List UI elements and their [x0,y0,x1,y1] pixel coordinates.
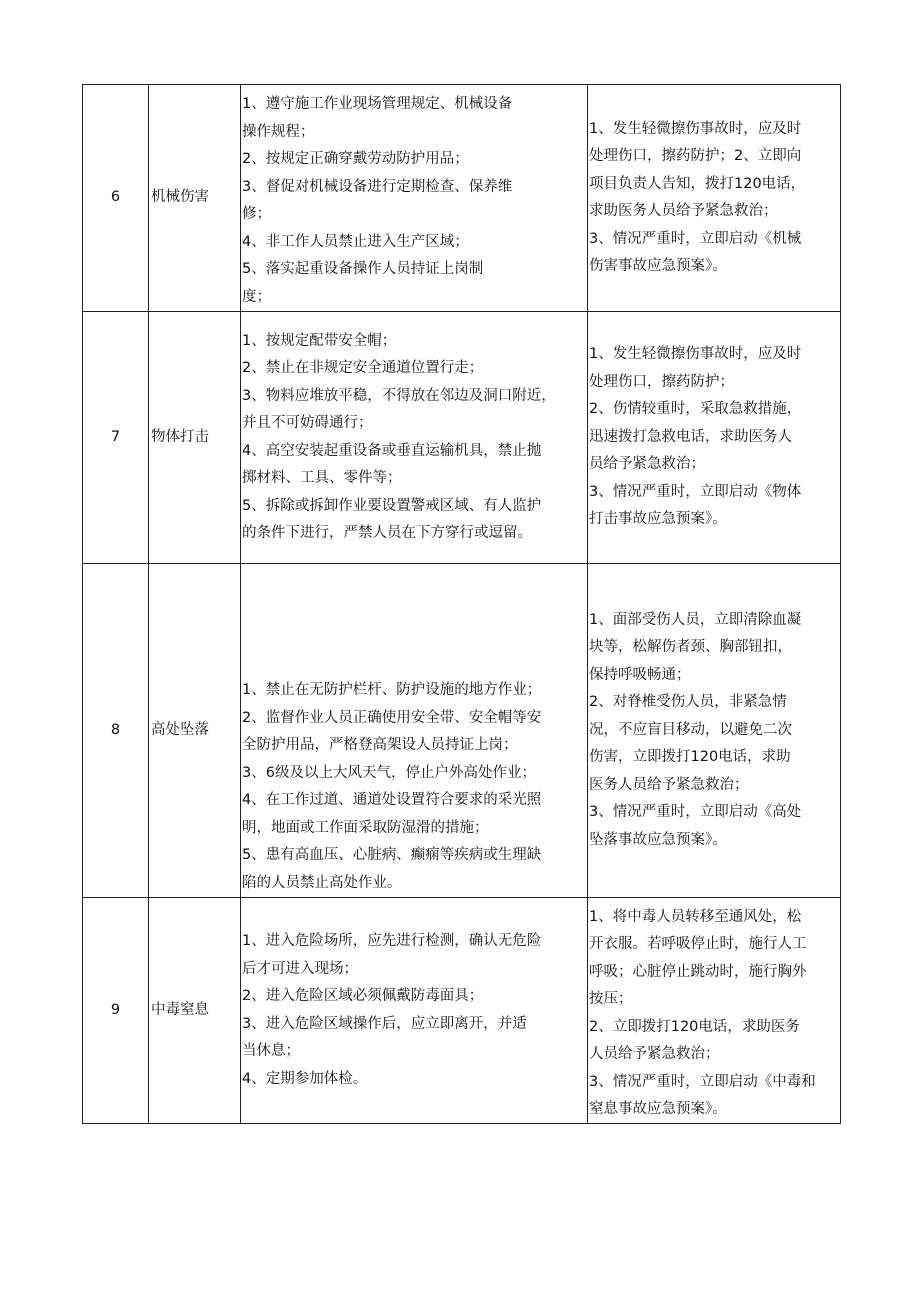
response-line: 1、发生轻微擦伤事故时，应及时 [589,346,802,363]
response-line: 保持呼吸畅通； [589,666,691,683]
table-row [83,85,841,312]
response-line: 况，不应盲目移动，以避免二次 [589,721,792,738]
response-line: 1、面部受伤人员，立即清除血凝 [589,611,802,628]
prevention-measures [241,85,588,312]
emergency-response [588,564,841,898]
response-line: 员给予紧急救治； [589,456,705,473]
row-number: 6 [83,85,149,312]
hazard-table [82,84,841,1124]
response-line: 3、情况严重时，立即启动《物体 [589,483,802,500]
row-number: 9 [83,898,149,1124]
emergency-response [588,85,841,312]
measure-line: 2、按规定正确穿戴劳动防护用品； [242,151,469,168]
measure-line: 掷材料、工具、零件等； [242,470,402,486]
measure-line: 4、非工作人员禁止进入生产区域； [242,233,469,250]
table-row [83,898,841,1124]
response-line: 按压； [589,991,633,1008]
response-line: 块等，松解伤者颈、胸部钮扣， [589,639,792,656]
response-line: 1、将中毒人员转移至通风处，松 [589,908,802,925]
table-row [83,312,841,564]
measure-line: 4、高空安装起重设备或垂直运输机具，禁止抛 [242,442,542,459]
measure-line: 3、6级及以上大风天气，停止户外高处作业； [242,764,536,781]
response-line: 3、情况严重时，立即启动《机械 [589,230,802,247]
response-line: 求助医务人员给予紧急救治； [589,203,778,219]
measure-line: 3、进入危险区域操作后，应立即离开，并适 [242,1015,527,1032]
response-line: 2、对脊椎受伤人员，非紧急情 [589,694,787,711]
response-line: 3、情况严重时，立即启动《高处 [589,804,802,821]
response-line: 呼吸；心脏停止跳动时，施行胸外 [589,963,807,980]
measure-line: 2、进入危险区域必须佩戴防毒面具； [242,988,484,1004]
measure-line: 的条件下进行，严禁人员在下方穿行或逗留。 [242,525,532,541]
hazard-type: 中毒窒息 [149,898,241,1124]
measure-line: 陷的人员禁止高处作业。 [242,874,402,891]
response-line: 迅速拨打急救电话，求助医务人 [589,428,792,445]
measure-line: 修； [242,206,271,223]
response-line: 窒息事故应急预案》。 [589,1101,727,1118]
measure-line: 4、在工作过道、通道处设置符合要求的采光照 [242,792,542,808]
measure-line: 5、落实起重设备操作人员持证上岗制 [242,261,484,278]
measure-line: 3、物料应堆放平稳，不得放在邻边及洞口附近， [242,387,556,404]
response-line: 处理伤口，擦药防护； [589,373,734,390]
emergency-response [588,312,841,564]
response-line: 开衣服。若呼吸停止时，施行人工 [589,936,807,953]
row-number: 8 [83,564,149,898]
row-number: 7 [83,312,149,564]
measure-line: 1、禁止在无防护栏杆、防护设施的地方作业； [242,682,542,698]
measure-line: 5、患有高血压、心脏病、癫痫等疾病或生理缺 [242,847,542,863]
measure-line: 操作规程； [242,123,315,140]
measure-line: 5、拆除或拆卸作业要设置警戒区域、有人监护 [242,497,542,514]
measure-line: 1、进入危险场所，应先进行检测，确认无危险 [242,933,542,949]
response-line: 2、立即拨打120电话，求助医务 [589,1018,800,1035]
prevention-measures [241,564,588,898]
measure-line: 度； [242,288,271,305]
measure-line: 3、督促对机械设备进行定期检查、保养维 [242,178,513,195]
response-line: 项目负责人告知，拨打120电话， [589,175,806,192]
measure-line: 1、遵守施工作业现场管理规定、机械设备 [242,96,513,113]
measure-line: 后才可进入现场； [242,960,358,977]
response-line: 伤害事故应急预案》。 [589,258,727,274]
hazard-type: 物体打击 [149,312,241,564]
measure-line: 并且不可妨碍通行； [242,415,373,431]
measure-line: 全防护用品，严格登高架设人员持证上岗； [242,737,518,753]
measure-line: 当休息； [242,1043,300,1059]
measure-line: 1、按规定配带安全帽； [242,332,397,349]
response-line: 3、情况严重时，立即启动《中毒和 [589,1073,816,1090]
table-row [83,564,841,898]
response-line: 打击事故应急预案》。 [589,511,727,528]
response-line: 伤害，立即拨打120电话，求助 [589,749,791,766]
measure-line: 明，地面或工作面采取防湿滑的措施； [242,819,489,836]
measure-line: 2、禁止在非规定安全通道位置行走； [242,360,484,376]
response-line: 医务人员给予紧急救治； [589,776,749,793]
measure-line: 2、监督作业人员正确使用安全带、安全帽等安 [242,709,542,726]
prevention-measures [241,312,588,564]
response-line: 2、伤情较重时，采取急救措施， [589,401,802,418]
response-line: 1、发生轻微擦伤事故时，应及时 [589,120,802,137]
prevention-measures [241,898,588,1124]
response-line: 坠落事故应急预案》。 [589,831,727,848]
hazard-type: 高处坠落 [149,564,241,898]
measure-line: 4、定期参加体检。 [242,1070,368,1087]
hazard-type: 机械伤害 [149,85,241,312]
emergency-response [588,898,841,1124]
response-line: 人员给予紧急救治； [589,1046,720,1063]
response-line: 处理伤口，擦药防护；2、立即向 [589,148,802,164]
